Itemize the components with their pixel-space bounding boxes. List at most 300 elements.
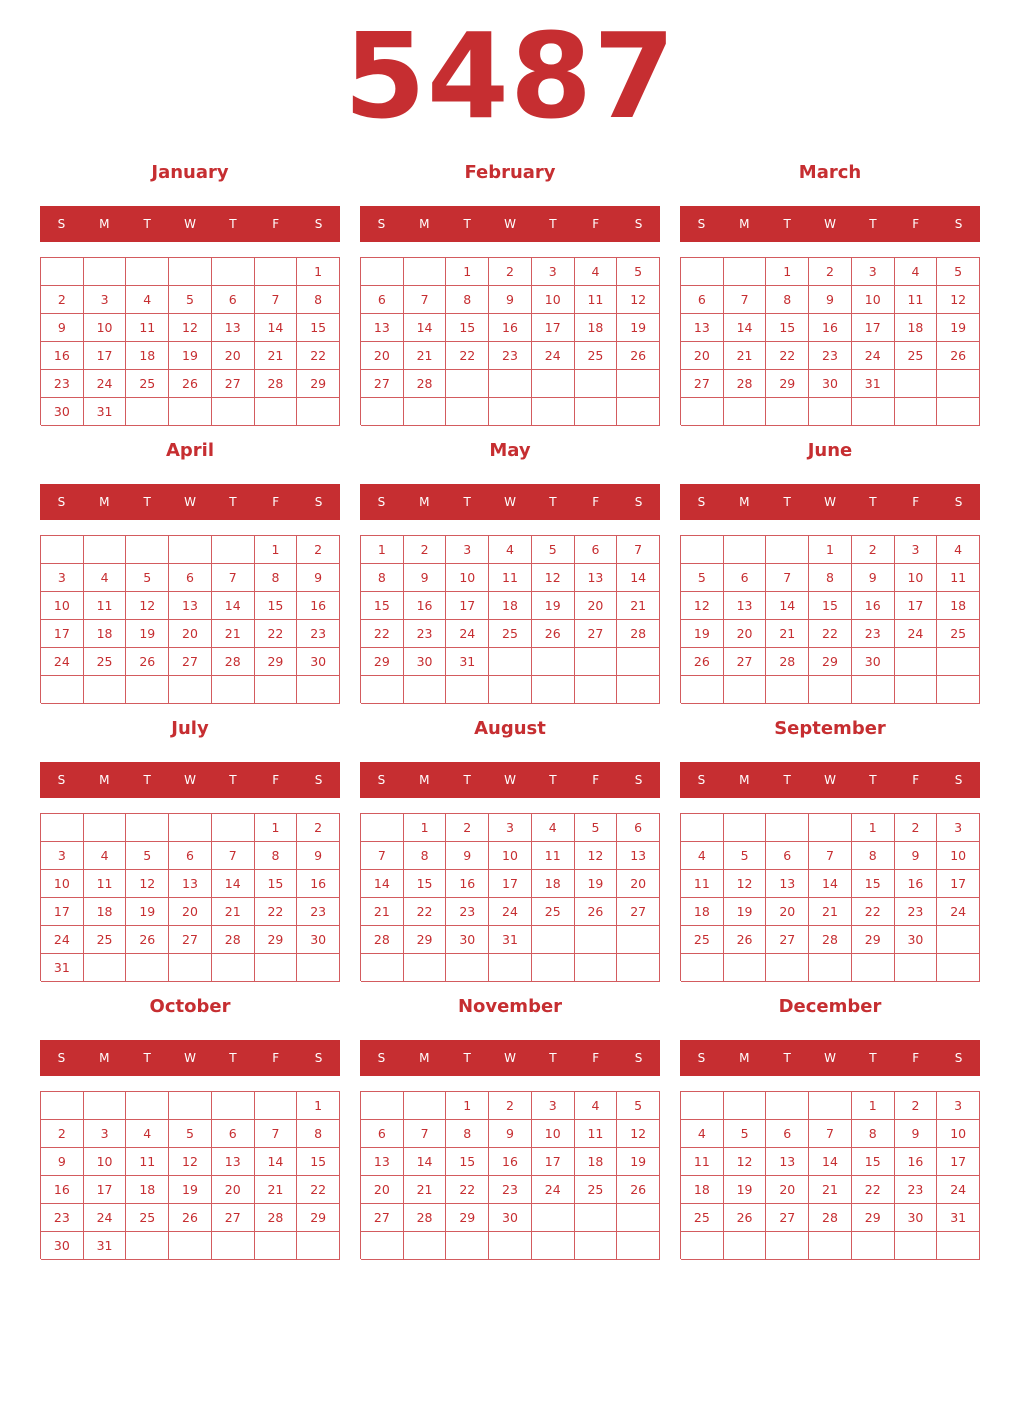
day-cell: 6	[169, 564, 212, 592]
empty-cell	[532, 398, 575, 426]
empty-cell	[895, 648, 938, 676]
day-cell: 9	[489, 1120, 532, 1148]
weekday-label: S	[954, 1051, 963, 1065]
month-name: July	[171, 718, 209, 739]
empty-cell	[724, 954, 767, 982]
day-cell: 18	[489, 592, 532, 620]
day-cell: 5	[126, 842, 169, 870]
weekday-label: M	[419, 495, 430, 509]
empty-cell	[895, 370, 938, 398]
day-cell: 30	[41, 398, 84, 426]
empty-cell	[212, 954, 255, 982]
day-cell: 31	[41, 954, 84, 982]
day-cell: 17	[446, 592, 489, 620]
day-cell: 15	[361, 592, 404, 620]
empty-cell	[852, 954, 895, 982]
day-cell: 13	[617, 842, 660, 870]
day-cell: 20	[766, 1176, 809, 1204]
day-cell: 14	[809, 870, 852, 898]
weekday-label: W	[504, 495, 516, 509]
empty-cell	[681, 398, 724, 426]
empty-cell	[809, 814, 852, 842]
day-cell: 25	[84, 648, 127, 676]
empty-cell	[681, 676, 724, 704]
day-cell: 2	[404, 536, 447, 564]
day-cell: 4	[84, 842, 127, 870]
weekday-label: F	[272, 217, 280, 231]
day-cell: 20	[766, 898, 809, 926]
day-cell: 12	[126, 870, 169, 898]
day-cell: 17	[895, 592, 938, 620]
day-cell: 18	[84, 898, 127, 926]
day-cell: 29	[852, 1204, 895, 1232]
weekday-label: F	[912, 495, 920, 509]
day-cell: 4	[532, 814, 575, 842]
day-cell: 7	[212, 842, 255, 870]
month-december	[680, 992, 980, 1262]
empty-cell	[446, 954, 489, 982]
day-cell: 23	[297, 898, 340, 926]
day-cell: 1	[404, 814, 447, 842]
day-cell: 10	[532, 286, 575, 314]
empty-cell	[575, 1232, 618, 1260]
weekday-label: M	[739, 217, 750, 231]
month-november	[360, 992, 660, 1262]
weekday-label: T	[463, 217, 471, 231]
day-cell: 22	[404, 898, 447, 926]
day-cell: 3	[84, 286, 127, 314]
day-cell: 27	[212, 1204, 255, 1232]
day-cell: 13	[724, 592, 767, 620]
day-cell: 12	[937, 286, 980, 314]
day-cell: 22	[255, 898, 298, 926]
day-grid	[360, 813, 660, 981]
day-cell: 4	[489, 536, 532, 564]
day-cell: 6	[361, 1120, 404, 1148]
day-cell: 4	[681, 1120, 724, 1148]
day-cell: 12	[126, 592, 169, 620]
day-cell: 3	[41, 564, 84, 592]
day-cell: 11	[895, 286, 938, 314]
weekday-label: M	[419, 773, 430, 787]
day-cell: 14	[212, 592, 255, 620]
day-grid	[680, 257, 980, 425]
day-cell: 2	[489, 258, 532, 286]
weekday-label: F	[592, 773, 600, 787]
month-name: September	[774, 718, 886, 739]
empty-cell	[169, 398, 212, 426]
day-cell: 10	[41, 592, 84, 620]
day-cell: 11	[126, 1148, 169, 1176]
day-cell: 14	[766, 592, 809, 620]
empty-cell	[617, 648, 660, 676]
day-cell: 16	[809, 314, 852, 342]
day-cell: 17	[489, 870, 532, 898]
empty-cell	[532, 954, 575, 982]
day-cell: 7	[255, 1120, 298, 1148]
day-cell: 25	[532, 898, 575, 926]
day-cell: 10	[41, 870, 84, 898]
day-cell: 2	[41, 286, 84, 314]
day-cell: 8	[255, 564, 298, 592]
day-grid	[360, 1091, 660, 1259]
weekday-label: S	[57, 495, 66, 509]
day-cell: 29	[852, 926, 895, 954]
day-cell: 9	[297, 564, 340, 592]
day-cell: 5	[532, 536, 575, 564]
day-cell: 27	[361, 1204, 404, 1232]
day-cell: 28	[212, 648, 255, 676]
day-cell: 9	[895, 842, 938, 870]
day-cell: 10	[532, 1120, 575, 1148]
day-cell: 24	[532, 1176, 575, 1204]
empty-cell	[212, 1092, 255, 1120]
day-cell: 10	[895, 564, 938, 592]
day-cell: 11	[937, 564, 980, 592]
day-cell: 18	[895, 314, 938, 342]
day-cell: 22	[809, 620, 852, 648]
day-cell: 15	[404, 870, 447, 898]
empty-cell	[575, 954, 618, 982]
day-cell: 16	[297, 592, 340, 620]
empty-cell	[84, 258, 127, 286]
weekday-label: S	[377, 773, 386, 787]
day-cell: 27	[361, 370, 404, 398]
day-cell: 31	[489, 926, 532, 954]
day-cell: 30	[852, 648, 895, 676]
day-cell: 8	[446, 1120, 489, 1148]
day-cell: 15	[255, 592, 298, 620]
empty-cell	[361, 954, 404, 982]
day-cell: 20	[212, 1176, 255, 1204]
weekday-label: T	[869, 773, 877, 787]
day-cell: 4	[575, 1092, 618, 1120]
empty-cell	[404, 676, 447, 704]
empty-cell	[766, 398, 809, 426]
day-cell: 23	[297, 620, 340, 648]
day-cell: 20	[724, 620, 767, 648]
empty-cell	[255, 676, 298, 704]
empty-cell	[446, 398, 489, 426]
day-cell: 28	[361, 926, 404, 954]
empty-cell	[617, 398, 660, 426]
day-cell: 2	[489, 1092, 532, 1120]
day-cell: 3	[489, 814, 532, 842]
empty-cell	[169, 536, 212, 564]
day-cell: 17	[41, 898, 84, 926]
empty-cell	[361, 676, 404, 704]
day-cell: 26	[937, 342, 980, 370]
day-cell: 22	[446, 1176, 489, 1204]
day-cell: 11	[84, 870, 127, 898]
day-cell: 29	[255, 648, 298, 676]
empty-cell	[126, 1092, 169, 1120]
day-cell: 9	[852, 564, 895, 592]
day-cell: 12	[617, 286, 660, 314]
day-cell: 18	[681, 1176, 724, 1204]
day-cell: 17	[937, 1148, 980, 1176]
weekday-label: T	[229, 1051, 237, 1065]
day-cell: 24	[895, 620, 938, 648]
day-cell: 13	[766, 1148, 809, 1176]
weekday-label: W	[824, 1051, 836, 1065]
day-cell: 6	[766, 842, 809, 870]
year-title: 5487	[343, 7, 677, 145]
day-cell: 22	[446, 342, 489, 370]
empty-cell	[724, 258, 767, 286]
weekday-header	[360, 206, 660, 242]
weekday-label: T	[869, 495, 877, 509]
day-cell: 11	[681, 1148, 724, 1176]
weekday-label: T	[549, 217, 557, 231]
day-cell: 29	[404, 926, 447, 954]
day-cell: 12	[681, 592, 724, 620]
day-cell: 23	[895, 898, 938, 926]
day-cell: 21	[255, 1176, 298, 1204]
day-cell: 3	[532, 1092, 575, 1120]
weekday-label: F	[272, 773, 280, 787]
day-cell: 23	[489, 1176, 532, 1204]
day-cell: 5	[724, 842, 767, 870]
month-january	[40, 158, 340, 428]
weekday-label: S	[697, 495, 706, 509]
day-cell: 24	[489, 898, 532, 926]
weekday-label: W	[184, 495, 196, 509]
day-cell: 25	[575, 342, 618, 370]
day-cell: 6	[617, 814, 660, 842]
empty-cell	[895, 676, 938, 704]
day-cell: 19	[937, 314, 980, 342]
day-cell: 26	[575, 898, 618, 926]
weekday-label: T	[783, 217, 791, 231]
day-cell: 26	[617, 342, 660, 370]
day-cell: 1	[297, 258, 340, 286]
day-cell: 28	[809, 1204, 852, 1232]
day-cell: 9	[297, 842, 340, 870]
day-cell: 21	[404, 1176, 447, 1204]
empty-cell	[852, 398, 895, 426]
day-cell: 12	[532, 564, 575, 592]
day-cell: 22	[852, 898, 895, 926]
weekday-header	[360, 484, 660, 520]
weekday-label: F	[912, 773, 920, 787]
weekday-label: F	[912, 217, 920, 231]
day-cell: 31	[937, 1204, 980, 1232]
day-cell: 13	[766, 870, 809, 898]
weekday-header	[680, 762, 980, 798]
day-cell: 26	[681, 648, 724, 676]
day-cell: 26	[126, 926, 169, 954]
day-cell: 14	[724, 314, 767, 342]
day-cell: 15	[852, 1148, 895, 1176]
day-cell: 5	[681, 564, 724, 592]
day-cell: 19	[575, 870, 618, 898]
weekday-header	[360, 762, 660, 798]
day-cell: 7	[404, 1120, 447, 1148]
day-cell: 15	[852, 870, 895, 898]
empty-cell	[169, 814, 212, 842]
day-cell: 10	[446, 564, 489, 592]
day-cell: 24	[41, 926, 84, 954]
day-cell: 19	[724, 1176, 767, 1204]
empty-cell	[575, 398, 618, 426]
weekday-label: S	[954, 217, 963, 231]
day-cell: 5	[937, 258, 980, 286]
weekday-label: T	[229, 217, 237, 231]
day-cell: 6	[169, 842, 212, 870]
day-cell: 2	[41, 1120, 84, 1148]
day-cell: 8	[852, 1120, 895, 1148]
day-cell: 16	[895, 1148, 938, 1176]
weekday-label: W	[504, 773, 516, 787]
day-cell: 23	[895, 1176, 938, 1204]
day-cell: 15	[446, 1148, 489, 1176]
empty-cell	[532, 1204, 575, 1232]
day-cell: 30	[41, 1232, 84, 1260]
empty-cell	[169, 954, 212, 982]
empty-cell	[895, 954, 938, 982]
day-cell: 14	[404, 1148, 447, 1176]
weekday-label: W	[504, 1051, 516, 1065]
day-cell: 28	[617, 620, 660, 648]
empty-cell	[532, 926, 575, 954]
day-cell: 15	[809, 592, 852, 620]
weekday-label: W	[184, 217, 196, 231]
empty-cell	[575, 648, 618, 676]
day-cell: 3	[937, 814, 980, 842]
empty-cell	[937, 1232, 980, 1260]
weekday-label: S	[697, 1051, 706, 1065]
empty-cell	[84, 954, 127, 982]
month-name: August	[474, 718, 546, 739]
day-grid	[40, 257, 340, 425]
day-cell: 26	[532, 620, 575, 648]
day-cell: 12	[575, 842, 618, 870]
day-cell: 30	[895, 1204, 938, 1232]
day-grid	[680, 1091, 980, 1259]
day-cell: 24	[937, 898, 980, 926]
day-cell: 18	[681, 898, 724, 926]
weekday-header	[40, 484, 340, 520]
empty-cell	[126, 954, 169, 982]
month-name: April	[165, 440, 215, 461]
day-cell: 19	[617, 314, 660, 342]
empty-cell	[41, 536, 84, 564]
empty-cell	[724, 814, 767, 842]
day-cell: 22	[297, 342, 340, 370]
empty-cell	[169, 1092, 212, 1120]
day-cell: 4	[126, 1120, 169, 1148]
weekday-label: T	[549, 1051, 557, 1065]
day-cell: 13	[361, 314, 404, 342]
day-cell: 1	[852, 814, 895, 842]
day-cell: 5	[126, 564, 169, 592]
day-cell: 1	[446, 258, 489, 286]
day-cell: 28	[404, 1204, 447, 1232]
day-cell: 7	[766, 564, 809, 592]
day-cell: 20	[169, 620, 212, 648]
day-cell: 3	[937, 1092, 980, 1120]
empty-cell	[766, 954, 809, 982]
day-grid	[40, 1091, 340, 1259]
day-cell: 28	[766, 648, 809, 676]
day-cell: 6	[212, 1120, 255, 1148]
day-cell: 10	[489, 842, 532, 870]
weekday-label: M	[419, 1051, 430, 1065]
day-cell: 11	[575, 1120, 618, 1148]
weekday-label: S	[314, 773, 323, 787]
day-cell: 19	[724, 898, 767, 926]
weekday-label: F	[592, 217, 600, 231]
empty-cell	[766, 814, 809, 842]
day-cell: 21	[617, 592, 660, 620]
empty-cell	[212, 398, 255, 426]
empty-cell	[617, 370, 660, 398]
day-cell: 7	[617, 536, 660, 564]
day-cell: 21	[809, 898, 852, 926]
day-cell: 8	[297, 286, 340, 314]
day-cell: 4	[681, 842, 724, 870]
day-cell: 29	[255, 926, 298, 954]
month-name: December	[778, 996, 882, 1017]
day-cell: 8	[446, 286, 489, 314]
day-cell: 11	[84, 592, 127, 620]
day-cell: 23	[809, 342, 852, 370]
day-cell: 16	[852, 592, 895, 620]
day-cell: 29	[766, 370, 809, 398]
empty-cell	[766, 536, 809, 564]
day-cell: 20	[681, 342, 724, 370]
weekday-label: T	[463, 1051, 471, 1065]
day-cell: 1	[446, 1092, 489, 1120]
empty-cell	[255, 398, 298, 426]
empty-cell	[126, 676, 169, 704]
empty-cell	[852, 1232, 895, 1260]
day-cell: 25	[681, 926, 724, 954]
weekday-label: M	[99, 773, 110, 787]
day-cell: 12	[724, 1148, 767, 1176]
day-cell: 30	[809, 370, 852, 398]
weekday-header	[40, 762, 340, 798]
weekday-label: F	[592, 1051, 600, 1065]
day-cell: 15	[297, 1148, 340, 1176]
day-cell: 10	[84, 1148, 127, 1176]
empty-cell	[489, 398, 532, 426]
day-cell: 8	[766, 286, 809, 314]
empty-cell	[361, 258, 404, 286]
day-cell: 16	[489, 314, 532, 342]
day-cell: 14	[255, 314, 298, 342]
empty-cell	[361, 1232, 404, 1260]
day-cell: 1	[809, 536, 852, 564]
day-cell: 18	[126, 342, 169, 370]
month-july	[40, 714, 340, 984]
day-cell: 20	[575, 592, 618, 620]
day-cell: 14	[212, 870, 255, 898]
day-cell: 8	[297, 1120, 340, 1148]
empty-cell	[255, 1092, 298, 1120]
day-cell: 1	[255, 536, 298, 564]
day-cell: 26	[126, 648, 169, 676]
month-name: January	[151, 162, 229, 183]
empty-cell	[404, 1092, 447, 1120]
weekday-label: W	[184, 773, 196, 787]
weekday-header	[680, 206, 980, 242]
weekday-label: M	[739, 495, 750, 509]
empty-cell	[255, 1232, 298, 1260]
day-cell: 3	[852, 258, 895, 286]
day-cell: 23	[852, 620, 895, 648]
